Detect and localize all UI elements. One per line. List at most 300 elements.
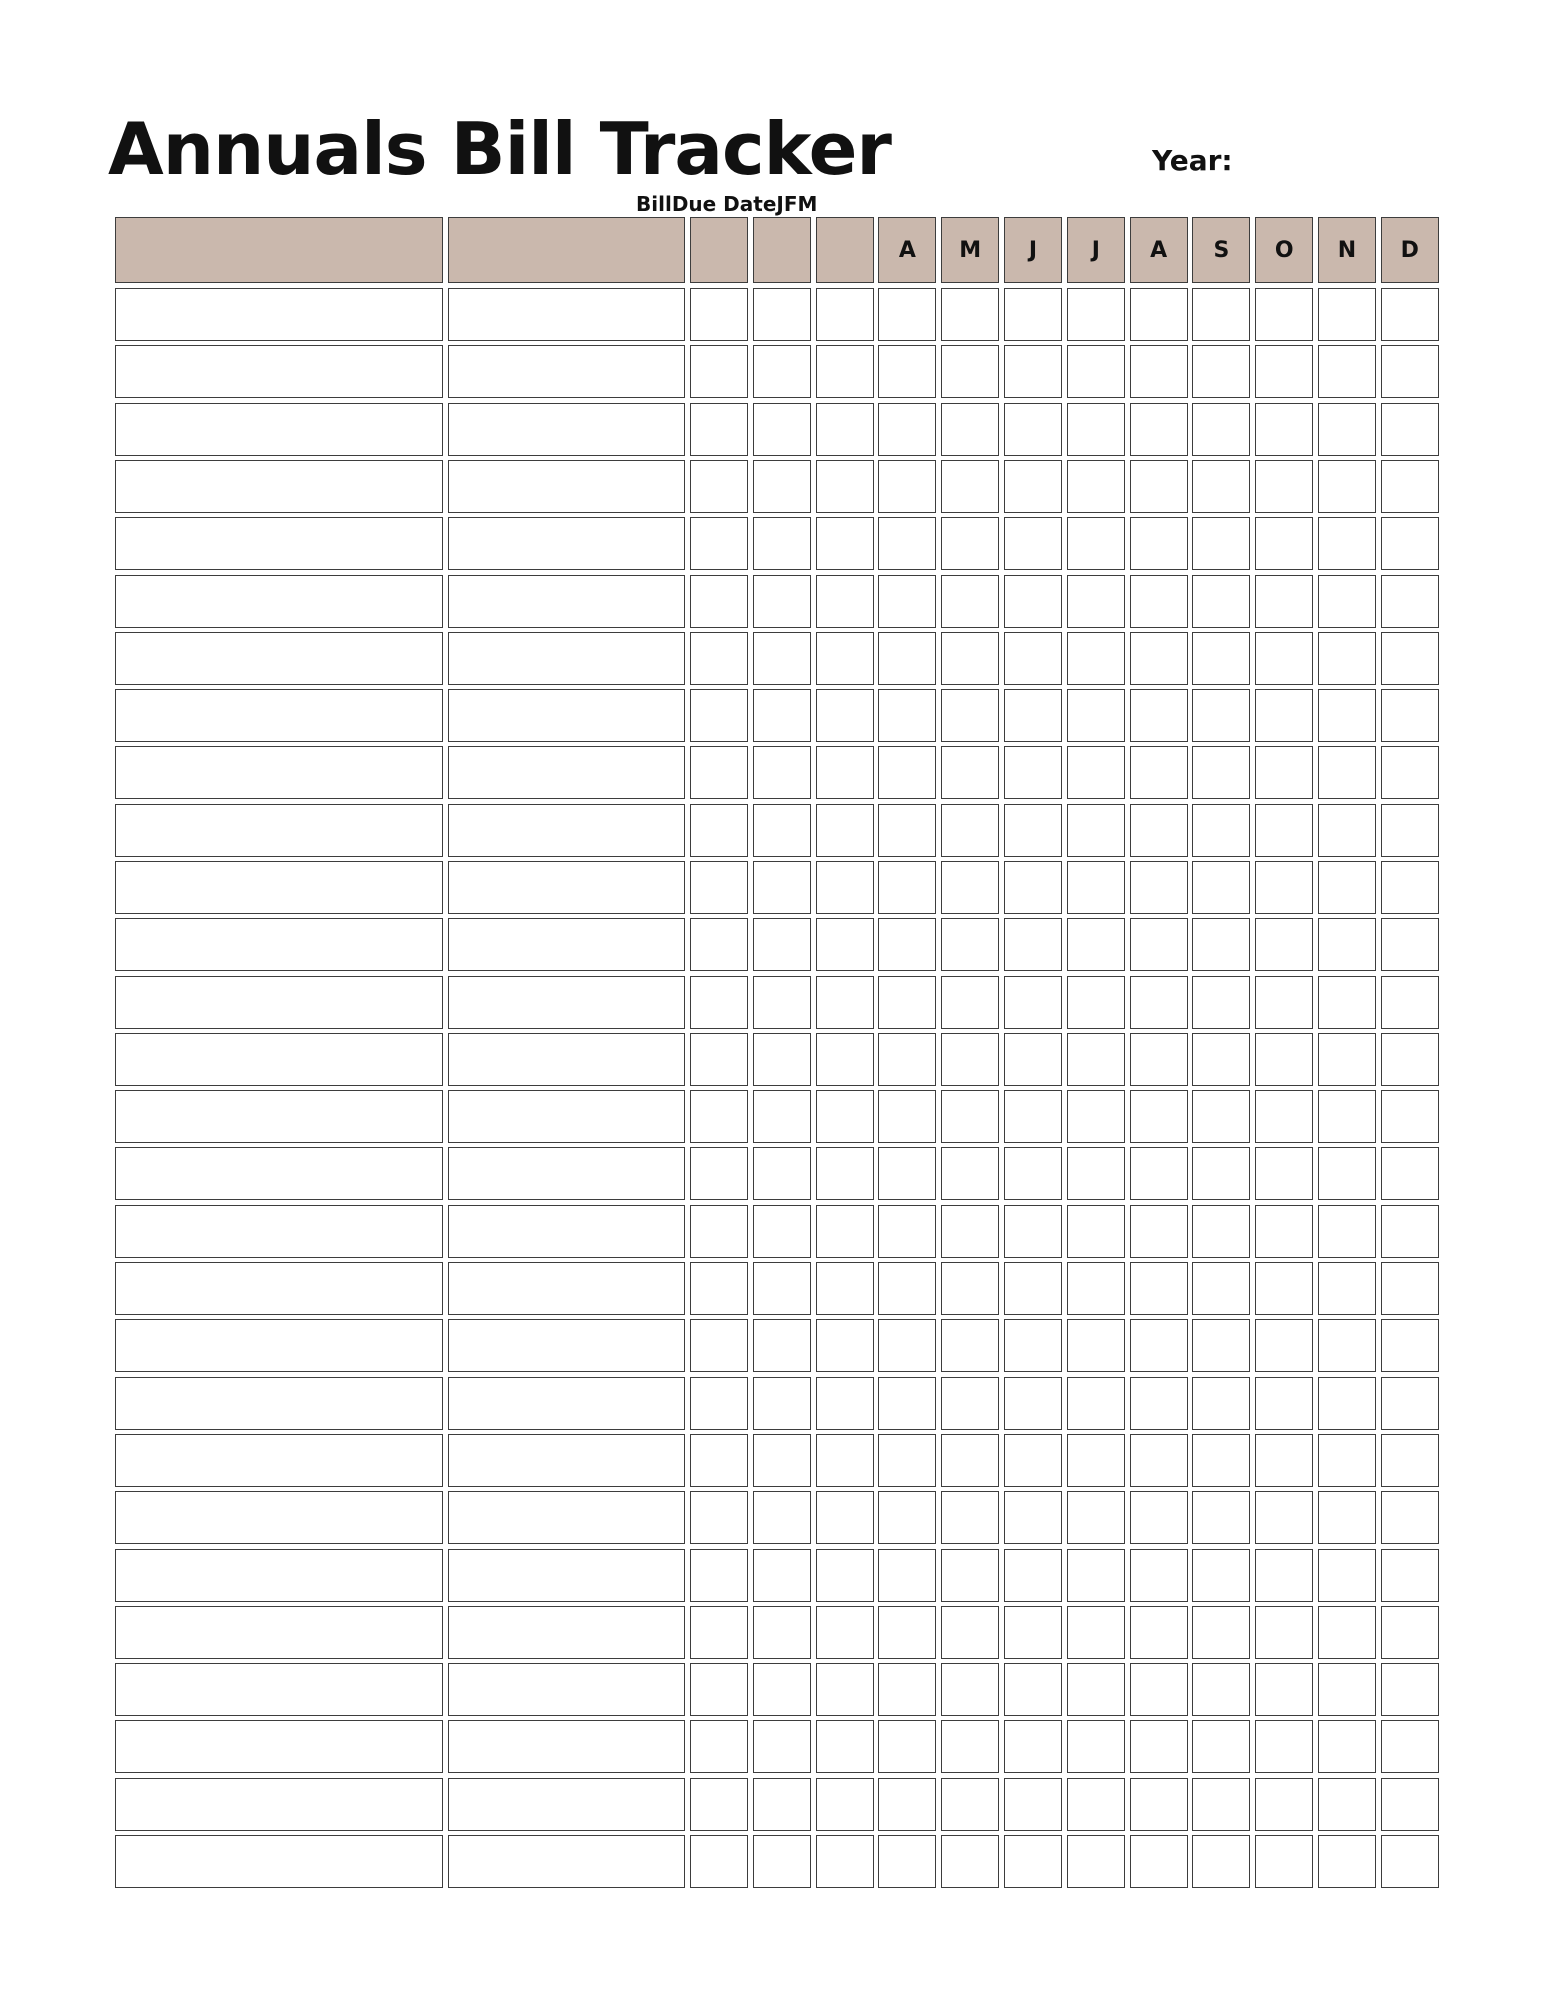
month-paid-checkbox[interactable]	[816, 1205, 874, 1258]
month-paid-checkbox[interactable]	[1067, 861, 1125, 914]
month-paid-checkbox[interactable]	[1255, 1549, 1313, 1602]
month-paid-checkbox[interactable]	[1255, 804, 1313, 857]
month-paid-checkbox[interactable]	[1381, 1606, 1439, 1659]
month-paid-checkbox[interactable]	[753, 1434, 811, 1487]
bill-name-field[interactable]	[115, 1835, 443, 1888]
month-paid-checkbox[interactable]	[1381, 1147, 1439, 1200]
month-paid-checkbox[interactable]	[1255, 1033, 1313, 1086]
month-paid-checkbox[interactable]	[1067, 1778, 1125, 1831]
bill-name-field[interactable]	[115, 1090, 443, 1143]
month-paid-checkbox[interactable]	[1318, 976, 1376, 1029]
month-paid-checkbox[interactable]	[878, 1262, 936, 1315]
month-paid-checkbox[interactable]	[1130, 976, 1188, 1029]
month-paid-checkbox[interactable]	[816, 746, 874, 799]
month-paid-checkbox[interactable]	[1067, 575, 1125, 628]
month-paid-checkbox[interactable]	[753, 460, 811, 513]
month-paid-checkbox[interactable]	[1004, 1434, 1062, 1487]
month-paid-checkbox[interactable]	[1004, 1549, 1062, 1602]
month-paid-checkbox[interactable]	[941, 861, 999, 914]
month-paid-checkbox[interactable]	[1067, 345, 1125, 398]
month-paid-checkbox[interactable]	[1318, 1262, 1376, 1315]
month-paid-checkbox[interactable]	[1192, 746, 1250, 799]
month-paid-checkbox[interactable]	[1130, 918, 1188, 971]
month-paid-checkbox[interactable]	[1130, 1205, 1188, 1258]
month-paid-checkbox[interactable]	[816, 976, 874, 1029]
month-paid-checkbox[interactable]	[1318, 1663, 1376, 1716]
month-paid-checkbox[interactable]	[690, 861, 748, 914]
month-paid-checkbox[interactable]	[1004, 1663, 1062, 1716]
month-paid-checkbox[interactable]	[1067, 1606, 1125, 1659]
month-paid-checkbox[interactable]	[753, 1835, 811, 1888]
month-paid-checkbox[interactable]	[878, 345, 936, 398]
month-paid-checkbox[interactable]	[878, 861, 936, 914]
month-paid-checkbox[interactable]	[816, 460, 874, 513]
month-paid-checkbox[interactable]	[1255, 976, 1313, 1029]
month-paid-checkbox[interactable]	[1192, 689, 1250, 742]
month-paid-checkbox[interactable]	[753, 1319, 811, 1372]
due-date-field[interactable]	[448, 804, 685, 857]
month-paid-checkbox[interactable]	[753, 575, 811, 628]
due-date-field[interactable]	[448, 1033, 685, 1086]
bill-name-field[interactable]	[115, 632, 443, 685]
month-paid-checkbox[interactable]	[1130, 804, 1188, 857]
month-paid-checkbox[interactable]	[1255, 1147, 1313, 1200]
bill-name-field[interactable]	[115, 1262, 443, 1315]
month-paid-checkbox[interactable]	[816, 1319, 874, 1372]
month-paid-checkbox[interactable]	[1067, 403, 1125, 456]
month-paid-checkbox[interactable]	[1255, 1205, 1313, 1258]
month-paid-checkbox[interactable]	[941, 918, 999, 971]
month-paid-checkbox[interactable]	[1130, 1377, 1188, 1430]
month-paid-checkbox[interactable]	[1004, 288, 1062, 341]
month-paid-checkbox[interactable]	[941, 1720, 999, 1773]
month-paid-checkbox[interactable]	[690, 746, 748, 799]
month-paid-checkbox[interactable]	[690, 632, 748, 685]
month-paid-checkbox[interactable]	[878, 1778, 936, 1831]
month-paid-checkbox[interactable]	[1192, 1491, 1250, 1544]
month-paid-checkbox[interactable]	[816, 861, 874, 914]
month-paid-checkbox[interactable]	[1192, 345, 1250, 398]
month-paid-checkbox[interactable]	[1004, 575, 1062, 628]
month-paid-checkbox[interactable]	[1130, 575, 1188, 628]
month-paid-checkbox[interactable]	[1318, 403, 1376, 456]
month-paid-checkbox[interactable]	[753, 1491, 811, 1544]
month-paid-checkbox[interactable]	[1318, 1319, 1376, 1372]
month-paid-checkbox[interactable]	[816, 1549, 874, 1602]
month-paid-checkbox[interactable]	[878, 976, 936, 1029]
due-date-field[interactable]	[448, 1090, 685, 1143]
month-paid-checkbox[interactable]	[878, 288, 936, 341]
month-paid-checkbox[interactable]	[816, 804, 874, 857]
month-paid-checkbox[interactable]	[690, 1606, 748, 1659]
month-paid-checkbox[interactable]	[1255, 632, 1313, 685]
month-paid-checkbox[interactable]	[1381, 460, 1439, 513]
month-paid-checkbox[interactable]	[1067, 1205, 1125, 1258]
month-paid-checkbox[interactable]	[1130, 746, 1188, 799]
month-paid-checkbox[interactable]	[941, 1663, 999, 1716]
month-paid-checkbox[interactable]	[1381, 1205, 1439, 1258]
month-paid-checkbox[interactable]	[1130, 1262, 1188, 1315]
month-paid-checkbox[interactable]	[1067, 976, 1125, 1029]
month-paid-checkbox[interactable]	[690, 1377, 748, 1430]
month-paid-checkbox[interactable]	[941, 746, 999, 799]
due-date-field[interactable]	[448, 1319, 685, 1372]
bill-name-field[interactable]	[115, 1491, 443, 1544]
bill-name-field[interactable]	[115, 1434, 443, 1487]
month-paid-checkbox[interactable]	[941, 403, 999, 456]
month-paid-checkbox[interactable]	[1192, 1720, 1250, 1773]
month-paid-checkbox[interactable]	[753, 632, 811, 685]
month-paid-checkbox[interactable]	[941, 1262, 999, 1315]
month-paid-checkbox[interactable]	[1130, 1835, 1188, 1888]
month-paid-checkbox[interactable]	[816, 517, 874, 570]
month-paid-checkbox[interactable]	[1067, 1090, 1125, 1143]
month-paid-checkbox[interactable]	[941, 1835, 999, 1888]
month-paid-checkbox[interactable]	[1130, 403, 1188, 456]
month-paid-checkbox[interactable]	[1130, 517, 1188, 570]
month-paid-checkbox[interactable]	[1004, 632, 1062, 685]
month-paid-checkbox[interactable]	[941, 288, 999, 341]
month-paid-checkbox[interactable]	[1067, 1147, 1125, 1200]
month-paid-checkbox[interactable]	[1004, 403, 1062, 456]
month-paid-checkbox[interactable]	[690, 918, 748, 971]
month-paid-checkbox[interactable]	[753, 1663, 811, 1716]
month-paid-checkbox[interactable]	[1192, 1033, 1250, 1086]
month-paid-checkbox[interactable]	[1067, 1377, 1125, 1430]
month-paid-checkbox[interactable]	[1067, 689, 1125, 742]
month-paid-checkbox[interactable]	[1381, 1835, 1439, 1888]
month-paid-checkbox[interactable]	[1381, 1262, 1439, 1315]
month-paid-checkbox[interactable]	[1381, 918, 1439, 971]
month-paid-checkbox[interactable]	[1130, 1147, 1188, 1200]
month-paid-checkbox[interactable]	[1004, 517, 1062, 570]
month-paid-checkbox[interactable]	[816, 575, 874, 628]
month-paid-checkbox[interactable]	[1004, 1491, 1062, 1544]
month-paid-checkbox[interactable]	[1381, 517, 1439, 570]
due-date-field[interactable]	[448, 1549, 685, 1602]
bill-name-field[interactable]	[115, 1549, 443, 1602]
month-paid-checkbox[interactable]	[1004, 918, 1062, 971]
month-paid-checkbox[interactable]	[1004, 746, 1062, 799]
month-paid-checkbox[interactable]	[1381, 1434, 1439, 1487]
month-paid-checkbox[interactable]	[816, 1778, 874, 1831]
month-paid-checkbox[interactable]	[1255, 575, 1313, 628]
bill-name-field[interactable]	[115, 403, 443, 456]
month-paid-checkbox[interactable]	[753, 746, 811, 799]
bill-name-field[interactable]	[115, 1205, 443, 1258]
month-paid-checkbox[interactable]	[941, 575, 999, 628]
month-paid-checkbox[interactable]	[1067, 746, 1125, 799]
due-date-field[interactable]	[448, 575, 685, 628]
month-paid-checkbox[interactable]	[1318, 1090, 1376, 1143]
month-paid-checkbox[interactable]	[753, 1090, 811, 1143]
month-paid-checkbox[interactable]	[1318, 1835, 1376, 1888]
month-paid-checkbox[interactable]	[753, 918, 811, 971]
month-paid-checkbox[interactable]	[1130, 1549, 1188, 1602]
month-paid-checkbox[interactable]	[1381, 1033, 1439, 1086]
month-paid-checkbox[interactable]	[753, 1778, 811, 1831]
month-paid-checkbox[interactable]	[1381, 1377, 1439, 1430]
month-paid-checkbox[interactable]	[690, 1090, 748, 1143]
month-paid-checkbox[interactable]	[941, 1434, 999, 1487]
month-paid-checkbox[interactable]	[941, 1033, 999, 1086]
month-paid-checkbox[interactable]	[753, 1205, 811, 1258]
due-date-field[interactable]	[448, 632, 685, 685]
month-paid-checkbox[interactable]	[878, 1205, 936, 1258]
month-paid-checkbox[interactable]	[1318, 804, 1376, 857]
month-paid-checkbox[interactable]	[1130, 1606, 1188, 1659]
bill-name-field[interactable]	[115, 517, 443, 570]
month-paid-checkbox[interactable]	[816, 288, 874, 341]
month-paid-checkbox[interactable]	[1192, 1147, 1250, 1200]
month-paid-checkbox[interactable]	[816, 1606, 874, 1659]
month-paid-checkbox[interactable]	[1192, 1663, 1250, 1716]
month-paid-checkbox[interactable]	[1067, 1319, 1125, 1372]
month-paid-checkbox[interactable]	[816, 1720, 874, 1773]
bill-name-field[interactable]	[115, 1033, 443, 1086]
month-paid-checkbox[interactable]	[690, 1549, 748, 1602]
month-paid-checkbox[interactable]	[1192, 1549, 1250, 1602]
month-paid-checkbox[interactable]	[941, 632, 999, 685]
month-paid-checkbox[interactable]	[1318, 575, 1376, 628]
due-date-field[interactable]	[448, 460, 685, 513]
month-paid-checkbox[interactable]	[941, 1377, 999, 1430]
month-paid-checkbox[interactable]	[1004, 1262, 1062, 1315]
month-paid-checkbox[interactable]	[1192, 517, 1250, 570]
month-paid-checkbox[interactable]	[1255, 1491, 1313, 1544]
month-paid-checkbox[interactable]	[878, 1663, 936, 1716]
month-paid-checkbox[interactable]	[753, 1377, 811, 1430]
month-paid-checkbox[interactable]	[1192, 632, 1250, 685]
month-paid-checkbox[interactable]	[753, 1549, 811, 1602]
month-paid-checkbox[interactable]	[941, 689, 999, 742]
month-paid-checkbox[interactable]	[1130, 1090, 1188, 1143]
month-paid-checkbox[interactable]	[1255, 1262, 1313, 1315]
month-paid-checkbox[interactable]	[878, 746, 936, 799]
month-paid-checkbox[interactable]	[753, 689, 811, 742]
month-paid-checkbox[interactable]	[1255, 288, 1313, 341]
month-paid-checkbox[interactable]	[1130, 1033, 1188, 1086]
month-paid-checkbox[interactable]	[1004, 345, 1062, 398]
due-date-field[interactable]	[448, 918, 685, 971]
month-paid-checkbox[interactable]	[941, 1491, 999, 1544]
month-paid-checkbox[interactable]	[753, 345, 811, 398]
month-paid-checkbox[interactable]	[816, 1663, 874, 1716]
month-paid-checkbox[interactable]	[1004, 1319, 1062, 1372]
month-paid-checkbox[interactable]	[1192, 1434, 1250, 1487]
month-paid-checkbox[interactable]	[1318, 288, 1376, 341]
month-paid-checkbox[interactable]	[1318, 1147, 1376, 1200]
month-paid-checkbox[interactable]	[1130, 1778, 1188, 1831]
month-paid-checkbox[interactable]	[690, 976, 748, 1029]
month-paid-checkbox[interactable]	[1130, 1491, 1188, 1544]
month-paid-checkbox[interactable]	[1130, 345, 1188, 398]
month-paid-checkbox[interactable]	[1318, 460, 1376, 513]
month-paid-checkbox[interactable]	[1318, 1720, 1376, 1773]
month-paid-checkbox[interactable]	[816, 918, 874, 971]
month-paid-checkbox[interactable]	[1192, 1319, 1250, 1372]
month-paid-checkbox[interactable]	[1130, 1720, 1188, 1773]
month-paid-checkbox[interactable]	[1130, 861, 1188, 914]
month-paid-checkbox[interactable]	[690, 1434, 748, 1487]
month-paid-checkbox[interactable]	[690, 804, 748, 857]
month-paid-checkbox[interactable]	[1381, 1663, 1439, 1716]
due-date-field[interactable]	[448, 1377, 685, 1430]
month-paid-checkbox[interactable]	[1255, 403, 1313, 456]
due-date-field[interactable]	[448, 1606, 685, 1659]
month-paid-checkbox[interactable]	[1318, 517, 1376, 570]
month-paid-checkbox[interactable]	[941, 976, 999, 1029]
month-paid-checkbox[interactable]	[1067, 1491, 1125, 1544]
month-paid-checkbox[interactable]	[1255, 746, 1313, 799]
month-paid-checkbox[interactable]	[1381, 804, 1439, 857]
month-paid-checkbox[interactable]	[1255, 1778, 1313, 1831]
month-paid-checkbox[interactable]	[1255, 918, 1313, 971]
due-date-field[interactable]	[448, 345, 685, 398]
month-paid-checkbox[interactable]	[1381, 575, 1439, 628]
month-paid-checkbox[interactable]	[690, 1319, 748, 1372]
month-paid-checkbox[interactable]	[1255, 345, 1313, 398]
month-paid-checkbox[interactable]	[1004, 1606, 1062, 1659]
month-paid-checkbox[interactable]	[941, 1319, 999, 1372]
month-paid-checkbox[interactable]	[753, 976, 811, 1029]
month-paid-checkbox[interactable]	[941, 1606, 999, 1659]
due-date-field[interactable]	[448, 1434, 685, 1487]
month-paid-checkbox[interactable]	[1318, 345, 1376, 398]
month-paid-checkbox[interactable]	[1318, 918, 1376, 971]
month-paid-checkbox[interactable]	[1067, 288, 1125, 341]
month-paid-checkbox[interactable]	[1318, 1434, 1376, 1487]
month-paid-checkbox[interactable]	[878, 1549, 936, 1602]
month-paid-checkbox[interactable]	[1130, 1663, 1188, 1716]
bill-name-field[interactable]	[115, 288, 443, 341]
month-paid-checkbox[interactable]	[1318, 632, 1376, 685]
month-paid-checkbox[interactable]	[941, 804, 999, 857]
month-paid-checkbox[interactable]	[1067, 804, 1125, 857]
bill-name-field[interactable]	[115, 689, 443, 742]
month-paid-checkbox[interactable]	[1004, 1147, 1062, 1200]
due-date-field[interactable]	[448, 976, 685, 1029]
month-paid-checkbox[interactable]	[1318, 1606, 1376, 1659]
due-date-field[interactable]	[448, 1778, 685, 1831]
month-paid-checkbox[interactable]	[1067, 632, 1125, 685]
month-paid-checkbox[interactable]	[878, 1720, 936, 1773]
month-paid-checkbox[interactable]	[816, 1147, 874, 1200]
month-paid-checkbox[interactable]	[1255, 689, 1313, 742]
month-paid-checkbox[interactable]	[1318, 1033, 1376, 1086]
month-paid-checkbox[interactable]	[1192, 861, 1250, 914]
month-paid-checkbox[interactable]	[753, 1606, 811, 1659]
month-paid-checkbox[interactable]	[941, 1205, 999, 1258]
month-paid-checkbox[interactable]	[816, 1033, 874, 1086]
month-paid-checkbox[interactable]	[1004, 1033, 1062, 1086]
month-paid-checkbox[interactable]	[1381, 1491, 1439, 1544]
month-paid-checkbox[interactable]	[1067, 1033, 1125, 1086]
month-paid-checkbox[interactable]	[1381, 1778, 1439, 1831]
month-paid-checkbox[interactable]	[816, 1090, 874, 1143]
month-paid-checkbox[interactable]	[1318, 746, 1376, 799]
month-paid-checkbox[interactable]	[878, 575, 936, 628]
month-paid-checkbox[interactable]	[1067, 517, 1125, 570]
month-paid-checkbox[interactable]	[1255, 1606, 1313, 1659]
month-paid-checkbox[interactable]	[690, 1491, 748, 1544]
month-paid-checkbox[interactable]	[690, 1147, 748, 1200]
bill-name-field[interactable]	[115, 1663, 443, 1716]
month-paid-checkbox[interactable]	[753, 1033, 811, 1086]
month-paid-checkbox[interactable]	[878, 918, 936, 971]
month-paid-checkbox[interactable]	[690, 288, 748, 341]
month-paid-checkbox[interactable]	[1004, 1090, 1062, 1143]
month-paid-checkbox[interactable]	[1255, 1434, 1313, 1487]
due-date-field[interactable]	[448, 861, 685, 914]
due-date-field[interactable]	[448, 403, 685, 456]
month-paid-checkbox[interactable]	[753, 517, 811, 570]
due-date-field[interactable]	[448, 1262, 685, 1315]
month-paid-checkbox[interactable]	[941, 1549, 999, 1602]
month-paid-checkbox[interactable]	[878, 1090, 936, 1143]
month-paid-checkbox[interactable]	[1067, 1663, 1125, 1716]
month-paid-checkbox[interactable]	[690, 575, 748, 628]
month-paid-checkbox[interactable]	[1381, 288, 1439, 341]
month-paid-checkbox[interactable]	[1192, 1205, 1250, 1258]
month-paid-checkbox[interactable]	[1255, 517, 1313, 570]
month-paid-checkbox[interactable]	[1004, 1720, 1062, 1773]
month-paid-checkbox[interactable]	[1004, 976, 1062, 1029]
month-paid-checkbox[interactable]	[753, 804, 811, 857]
month-paid-checkbox[interactable]	[1381, 403, 1439, 456]
month-paid-checkbox[interactable]	[1192, 403, 1250, 456]
month-paid-checkbox[interactable]	[878, 1377, 936, 1430]
month-paid-checkbox[interactable]	[878, 1491, 936, 1544]
bill-name-field[interactable]	[115, 1720, 443, 1773]
month-paid-checkbox[interactable]	[1192, 1778, 1250, 1831]
month-paid-checkbox[interactable]	[753, 288, 811, 341]
month-paid-checkbox[interactable]	[1004, 1778, 1062, 1831]
month-paid-checkbox[interactable]	[1130, 632, 1188, 685]
month-paid-checkbox[interactable]	[1004, 1377, 1062, 1430]
month-paid-checkbox[interactable]	[1381, 861, 1439, 914]
month-paid-checkbox[interactable]	[1130, 1434, 1188, 1487]
bill-name-field[interactable]	[115, 1147, 443, 1200]
month-paid-checkbox[interactable]	[1004, 804, 1062, 857]
month-paid-checkbox[interactable]	[1381, 1720, 1439, 1773]
month-paid-checkbox[interactable]	[941, 1778, 999, 1831]
month-paid-checkbox[interactable]	[1192, 1606, 1250, 1659]
month-paid-checkbox[interactable]	[690, 689, 748, 742]
month-paid-checkbox[interactable]	[1381, 746, 1439, 799]
bill-name-field[interactable]	[115, 804, 443, 857]
bill-name-field[interactable]	[115, 575, 443, 628]
month-paid-checkbox[interactable]	[878, 1434, 936, 1487]
month-paid-checkbox[interactable]	[1130, 460, 1188, 513]
month-paid-checkbox[interactable]	[690, 1663, 748, 1716]
month-paid-checkbox[interactable]	[816, 1377, 874, 1430]
month-paid-checkbox[interactable]	[1192, 288, 1250, 341]
month-paid-checkbox[interactable]	[1255, 1835, 1313, 1888]
month-paid-checkbox[interactable]	[1318, 1491, 1376, 1544]
month-paid-checkbox[interactable]	[1255, 1663, 1313, 1716]
month-paid-checkbox[interactable]	[690, 1205, 748, 1258]
month-paid-checkbox[interactable]	[816, 1491, 874, 1544]
month-paid-checkbox[interactable]	[690, 1262, 748, 1315]
due-date-field[interactable]	[448, 1147, 685, 1200]
month-paid-checkbox[interactable]	[753, 1147, 811, 1200]
month-paid-checkbox[interactable]	[1130, 1319, 1188, 1372]
due-date-field[interactable]	[448, 1205, 685, 1258]
month-paid-checkbox[interactable]	[816, 689, 874, 742]
month-paid-checkbox[interactable]	[690, 1778, 748, 1831]
month-paid-checkbox[interactable]	[1192, 918, 1250, 971]
